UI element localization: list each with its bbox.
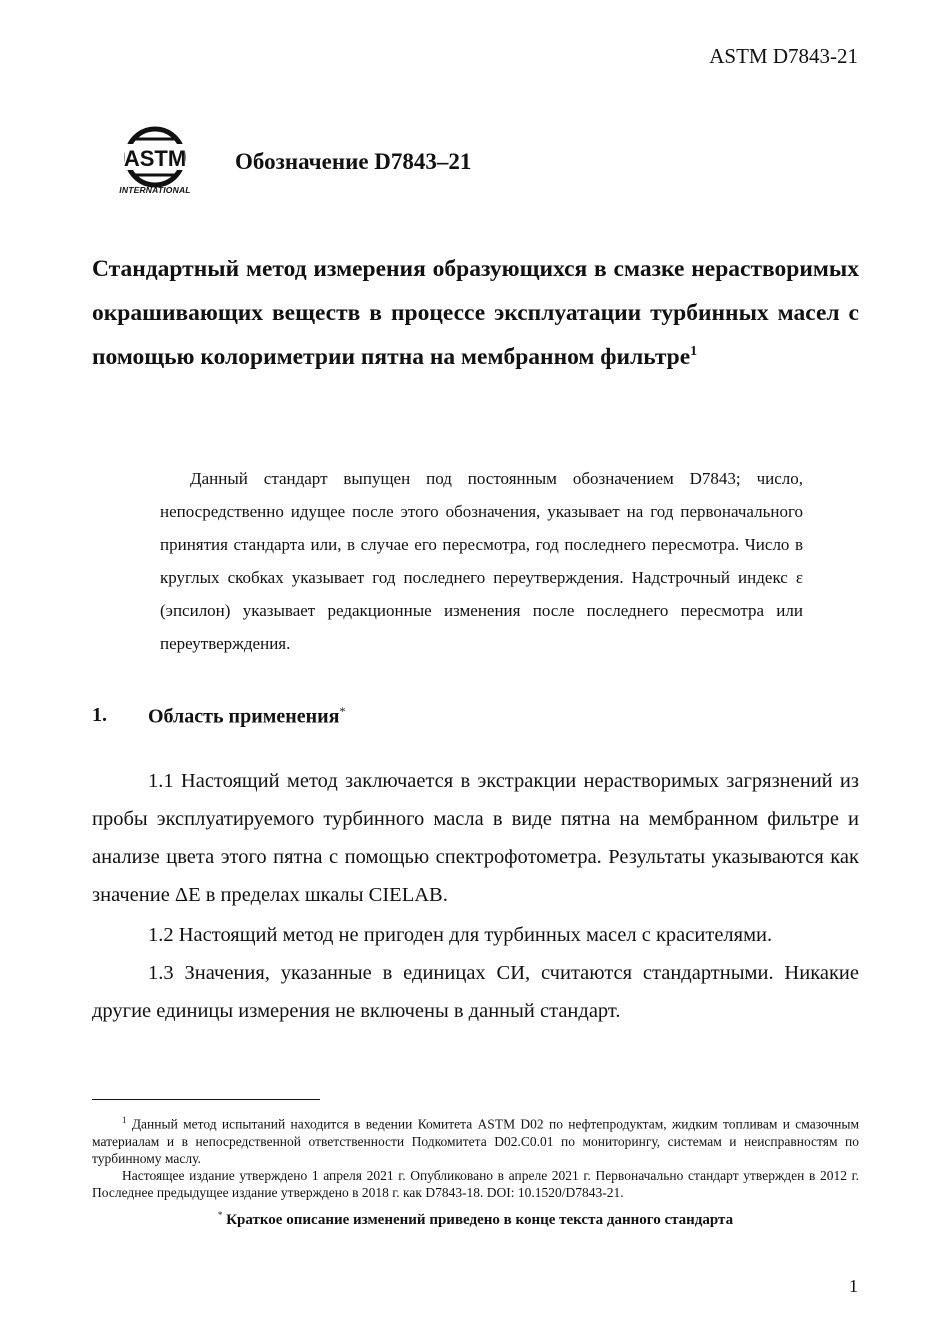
section-number: 1. [92, 704, 107, 726]
title-text: Стандартный метод измерения образующихся в смазке нерастворимых окрашивающих веществ в процессе эксплуатации турбинных масел с помощью колориметрии пятна на мембранном фильтре [92, 256, 859, 370]
standard-notice [160, 462, 803, 660]
svg-text:ASTM: ASTM [123, 146, 187, 171]
section-title-text: Область применения [148, 705, 340, 728]
astm-logo-icon [112, 126, 198, 188]
footnote-1-text: Данный метод испытаний находится в ведении Комитета ASTM D02 по нефтепродуктам, жидким топливам и смазочным материалам и в непосредственной ответственности Подкомитета D02.C0.01 по мониторингу, системам и неисправностям по турбинному маслу. [92, 1116, 860, 1166]
page-number: 1 [849, 1276, 858, 1296]
notice-text: Данный стандарт выпущен под постоянным обозначением D7843; число, непосредственно идущее после этого обозначения, указывает на год первоначального принятия стандарта или, в случае его пересмотра, год последнего пересмотра. Число в круглых скобках указывает год последнего переутверждения. Надстрочный индекс ε (эпсилон) указывает редакционные изменения после последнего пересмотра или переутверждения. [160, 469, 803, 653]
logo-caption: INTERNATIONAL [119, 185, 191, 195]
designation-heading: Обозначение D7843–21 [235, 149, 472, 174]
paragraph-1-1: 1.1 Настоящий метод заключается в экстракции нерастворимых загрязнений из пробы эксплуатируемого турбинного масла в виде пятна на мембранном фильтре и анализе цвета этого пятна с помощью спектрофотометра. Результаты указываются как значение ΔE в пределах шкалы CIELAB. [92, 770, 859, 906]
footnote-1 [92, 1112, 859, 1167]
document-title [92, 247, 859, 379]
title-footnote-mark: 1 [690, 344, 698, 360]
footnote-1-mark: 1 [122, 1115, 127, 1125]
edition-note: Настоящее издание утверждено 1 апреля 2021 г. Опубликовано в апреле 2021 г. Первоначально стандарт утвержден в 2012 г. Последнее предыдущее издание утверждено в 2018 г. как D7843-18. DOI: 10.1520/D7843-21. [92, 1167, 859, 1200]
paragraph-1-3: 1.3 Значения, указанные в единицах СИ, считаются стандартными. Никакие другие единицы измерения не включены в данный стандарт. [92, 962, 859, 1022]
summary-of-changes-note [92, 1210, 859, 1229]
section-title [148, 704, 346, 729]
footnotes [92, 1112, 859, 1201]
summary-text: Краткое описание изменений приведено в конце текста данного стандарта [226, 1212, 734, 1228]
summary-mark: * [217, 1210, 223, 1220]
paragraph-1-2: 1.2 Настоящий метод не пригоден для турбинных масел с красителями. [148, 924, 773, 946]
section-title-mark: * [339, 704, 346, 718]
footnote-divider [92, 1099, 320, 1100]
document-code-header: ASTM D7843-21 [709, 44, 858, 68]
